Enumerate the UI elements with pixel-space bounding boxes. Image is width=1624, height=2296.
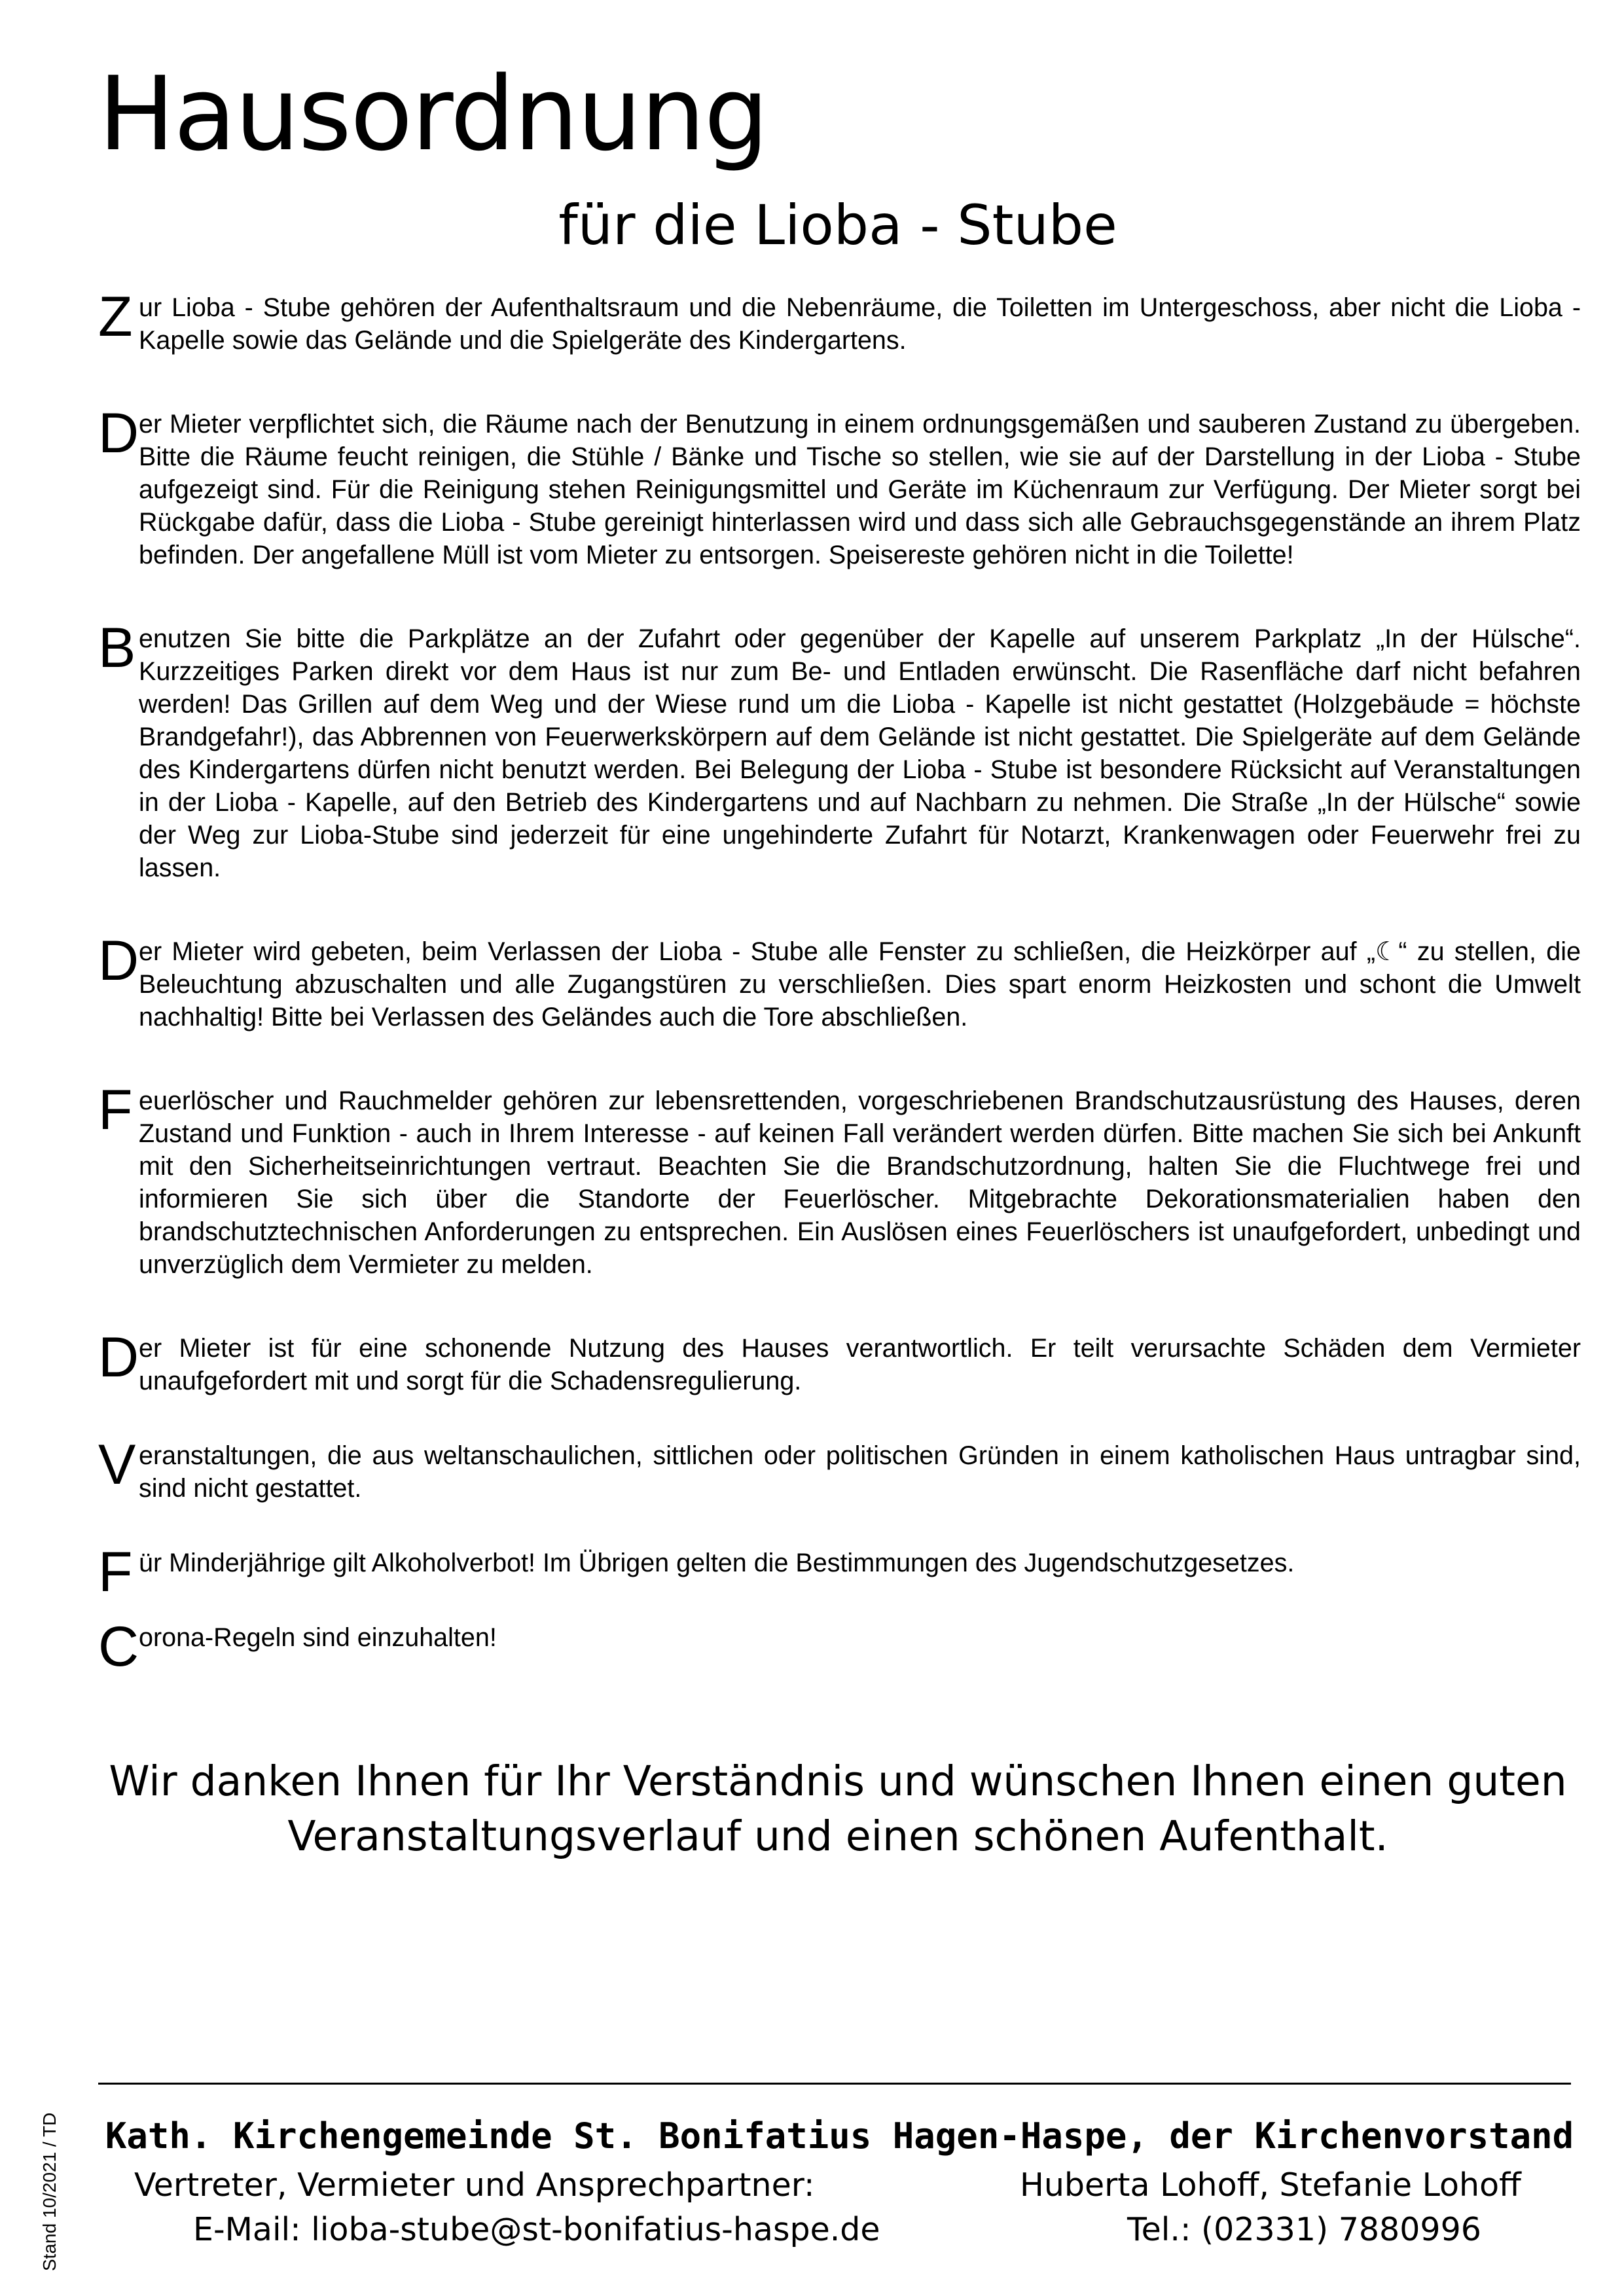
rule-text: er Mieter verpflichtet sich, die Räume nach der Benutzung in einem ordnungsgemäßen und sauberen Zustand zu übergeben. Bitte die Räume feucht reinigen, die Stühle / Bänke und Tische so stellen, wie sie auf der Darstellung in der Lioba - Stube aufgezeigt sind. Für die Reinigung stehen Reinigungsmittel und Geräte im Küchenraum zur Verfügung. Der Mieter sorgt bei Rückgabe dafür, dass die Lioba - Stube gereinigt hinterlassen wird und dass sich alle Gebrauchsgegenstände an ihrem Platz befinden. Der angefallene Müll ist vom Mieter zu entsorgen. Speisereste gehören nicht in die Toilette! xyxy=(139,410,1581,569)
stand-note: Stand 10/2021 / TD xyxy=(39,2112,60,2271)
rule-paragraph xyxy=(98,1541,1581,1604)
rule-text: enutzen Sie bitte die Parkplätze an der Zufahrt oder gegenüber der Kapelle auf unserem Parkplatz „In der Hülsche“. Kurzzeitiges Parken direkt vor dem Haus ist nur zum Be- und Entladen erwünscht. Die Rasenfläche darf nicht befahren werden! Das Grillen auf dem Weg und der Wiese rund um die Lioba - Kapelle ist nicht gestattet (Holzgebäude = höchste Brandgefahr!), das Abbrennen von Feuerwerkskörpern auf dem Gelände ist nicht gestattet. Die Spielgeräte auf dem Gelände des Kindergartens dürfen nicht benutzt werden. Bei Belegung der Lioba - Stube ist besondere Rücksicht auf Veranstaltungen in der Lioba - Kapelle, auf den Betrieb des Kindergartens und auf Nachbarn zu nehmen. Die Straße „In der Hülsche“ sowie der Weg zur Lioba-Stube sind jederzeit für eine ungehinderte Zufahrt für Notarzt, Krankenwagen oder Feuerwehr frei zu lassen. xyxy=(139,624,1581,882)
phone-number: Tel.: (02331) 7880996 xyxy=(1127,2211,1481,2248)
contacts-label: Vertreter, Vermieter und Ansprechpartner: xyxy=(134,2166,815,2204)
rule-initial: B xyxy=(98,617,136,679)
rule-initial: D xyxy=(98,402,139,465)
rule-paragraph xyxy=(98,617,1581,884)
rule-initial: D xyxy=(98,1326,139,1389)
rule-text: er Mieter ist für eine schonende Nutzung des Hauses verantwortlich. Er teilt verursachte Schäden dem Vermieter unaufgefordert mit und sorgt für die Schadensregulierung. xyxy=(139,1334,1581,1395)
rule-text: ür Minderjährige gilt Alkoholverbot! Im Übrigen gelten die Bestimmungen des Jugendschutzgesetzes. xyxy=(139,1549,1295,1577)
email-address: E-Mail: lioba-stube@st-bonifatius-haspe.de xyxy=(193,2211,880,2248)
rule-initial: F xyxy=(98,1541,133,1604)
page-title: Hausordnung xyxy=(98,54,768,173)
rule-text: eranstaltungen, die aus weltanschaulichen, sittlichen oder politischen Gründen in einem katholischen Haus untragbar sind, sind nicht gestattet. xyxy=(139,1441,1581,1503)
rule-initial: D xyxy=(98,929,139,992)
rule-paragraph xyxy=(98,1615,1581,1678)
rule-initial: Z xyxy=(98,285,133,348)
rule-paragraph xyxy=(98,285,1581,357)
rule-paragraph xyxy=(98,1079,1581,1281)
closing-message: Wir danken Ihnen für Ihr Verständnis und wünschen Ihnen einen guten Veranstaltungsverlauf und einen schönen Aufenthalt. xyxy=(109,1757,1567,1860)
rule-text: ur Lioba - Stube gehören der Aufenthaltsraum und die Nebenräume, die Toiletten im Untergeschoss, aber nicht die Lioba - Kapelle sowie das Gelände und die Spielgeräte des Kindergartens. xyxy=(139,293,1581,355)
footer-divider xyxy=(98,2083,1571,2085)
house-rules xyxy=(98,285,1581,1696)
rule-initial: C xyxy=(98,1615,139,1678)
rule-text: orona-Regeln sind einzuhalten! xyxy=(139,1623,497,1652)
contacts-names: Huberta Lohoff, Stefanie Lohoff xyxy=(1020,2166,1521,2204)
rule-text: er Mieter wird gebeten, beim Verlassen der Lioba - Stube alle Fenster zu schließen, die Heizkörper auf „☾“ zu stellen, die Beleuchtung abzuschalten und alle Zugangstüren zu verschließen. Dies spart enorm Heizkosten und schont die Umwelt nachhaltig! Bitte bei Verlassen des Geländes auch die Tore abschließen. xyxy=(139,937,1581,1031)
page-subtitle: für die Lioba - Stube xyxy=(558,193,1117,257)
rule-paragraph xyxy=(98,402,1581,571)
footer-organization: Kath. Kirchengemeinde St. Bonifatius Hagen-Haspe, der Kirchenvorstand xyxy=(105,2115,1574,2157)
rule-text: euerlöscher und Rauchmelder gehören zur lebensrettenden, vorgeschriebenen Brandschutzausrüstung des Hauses, deren Zustand und Funktion - auch in Ihrem Interesse - auf keinen Fall verändert werden dürfen. Bitte machen Sie sich bei Ankunft mit den Sicherheitseinrichtungen vertraut. Beachten Sie die Brandschutzordnung, halten Sie die Fluchtwege frei und informieren Sie sich über die Standorte der Feuerlöscher. Mitgebrachte Dekorationsmaterialien haben den brandschutztechnischen Anforderungen zu entsprechen. Ein Auslösen eines Feuerlöschers ist unaufgefordert, unbedingt und unverzüglich dem Vermieter zu melden. xyxy=(139,1086,1581,1279)
rule-paragraph xyxy=(98,1326,1581,1397)
rule-initial: V xyxy=(98,1433,136,1496)
rule-paragraph xyxy=(98,929,1581,1033)
rule-initial: F xyxy=(98,1079,133,1141)
rule-paragraph xyxy=(98,1433,1581,1505)
